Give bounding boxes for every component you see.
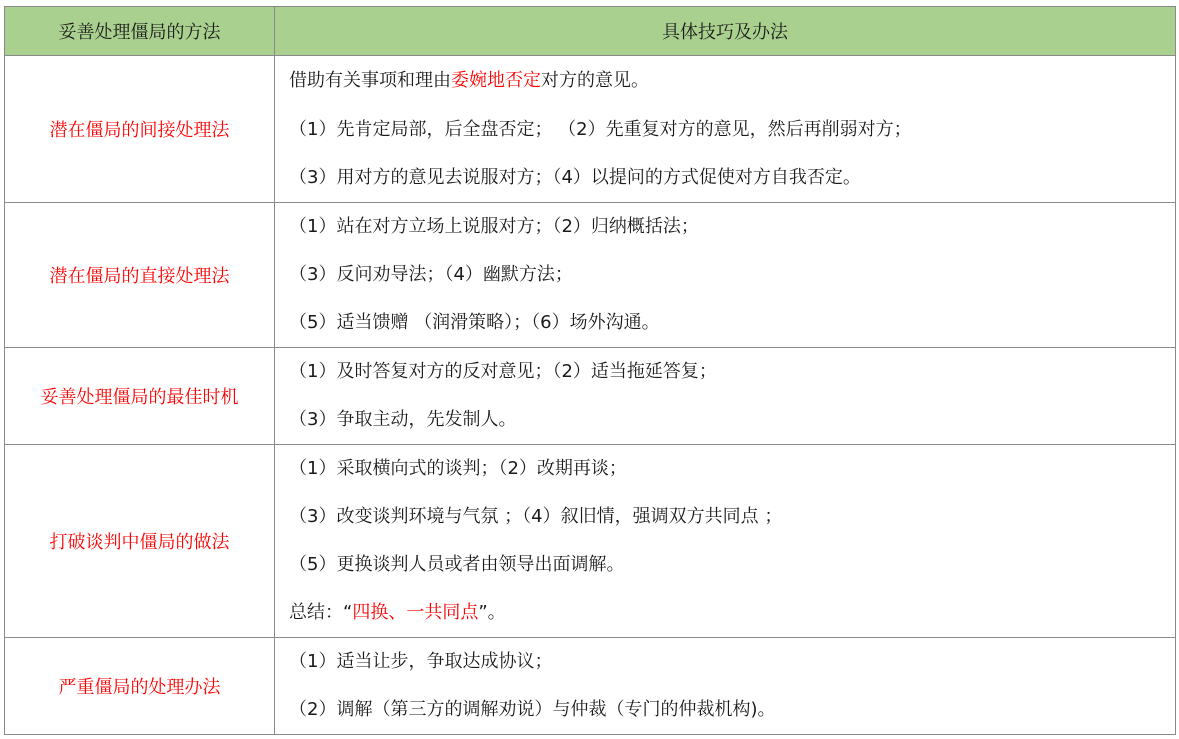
line-text: 借助有关事项和理由: [289, 70, 451, 91]
header-techniques: 具体技巧及办法: [275, 7, 1176, 56]
table-row: [5, 203, 1176, 348]
method-name: 严重僵局的处理办法: [5, 638, 275, 735]
technique-line: （1）先肯定局部，后全盘否定； （2）先重复对方的意见，然后再削弱对方；: [289, 119, 912, 140]
line-text: 对方的意见。: [541, 70, 649, 91]
header-method: 妥善处理僵局的方法: [5, 7, 275, 56]
table-header-row: [5, 7, 1176, 56]
technique-line: （1）及时答复对方的反对意见；（2）适当拖延答复；: [289, 361, 717, 382]
method-name: 潜在僵局的间接处理法: [5, 56, 275, 203]
technique-line: （5）更换谈判人员或者由领导出面调解。: [289, 554, 625, 575]
technique-cell: [275, 445, 1176, 638]
line-text: ”。: [478, 602, 506, 623]
summary-line: [275, 589, 1175, 637]
highlight-text: 委婉地否定: [451, 70, 541, 91]
technique-cell: [275, 203, 1176, 348]
method-name: 妥善处理僵局的最佳时机: [5, 348, 275, 445]
table-row: [5, 445, 1176, 638]
technique-line: （3）争取主动，先发制人。: [289, 409, 517, 430]
table-row: [5, 348, 1176, 445]
highlight-text: 四换、一共同点: [352, 602, 479, 623]
line-text: 总结：“: [289, 602, 353, 623]
methods-table: [4, 6, 1176, 735]
technique-cell: [275, 348, 1176, 445]
technique-line: （3）反问劝导法；（4）幽默方法；: [289, 264, 573, 285]
table-row: [5, 56, 1176, 203]
method-name: 打破谈判中僵局的做法: [5, 445, 275, 638]
technique-line: （5）适当馈赠 （润滑策略）；（6）场外沟通。: [289, 312, 660, 333]
technique-line: （1）站在对方立场上说服对方；（2）归纳概括法；: [289, 216, 699, 237]
technique-line: （2）调解（第三方的调解劝说）与仲裁（专门的仲裁机构)。: [289, 699, 776, 720]
method-name: 潜在僵局的直接处理法: [5, 203, 275, 348]
table-row: [5, 638, 1176, 735]
technique-line: （1）采取横向式的谈判；（2）改期再谈；: [289, 458, 627, 479]
technique-cell: [275, 638, 1176, 735]
technique-cell: [275, 56, 1176, 203]
technique-line: （3）用对方的意见去说服对方；（4）以提问的方式促使对方自我否定。: [289, 167, 861, 188]
technique-line: [275, 56, 1175, 106]
technique-line: （1）适当让步，争取达成协议；: [289, 651, 553, 672]
technique-line: （3）改变谈判环境与气氛 ；（4）叙旧情，强调双方共同点 ；: [289, 506, 783, 527]
